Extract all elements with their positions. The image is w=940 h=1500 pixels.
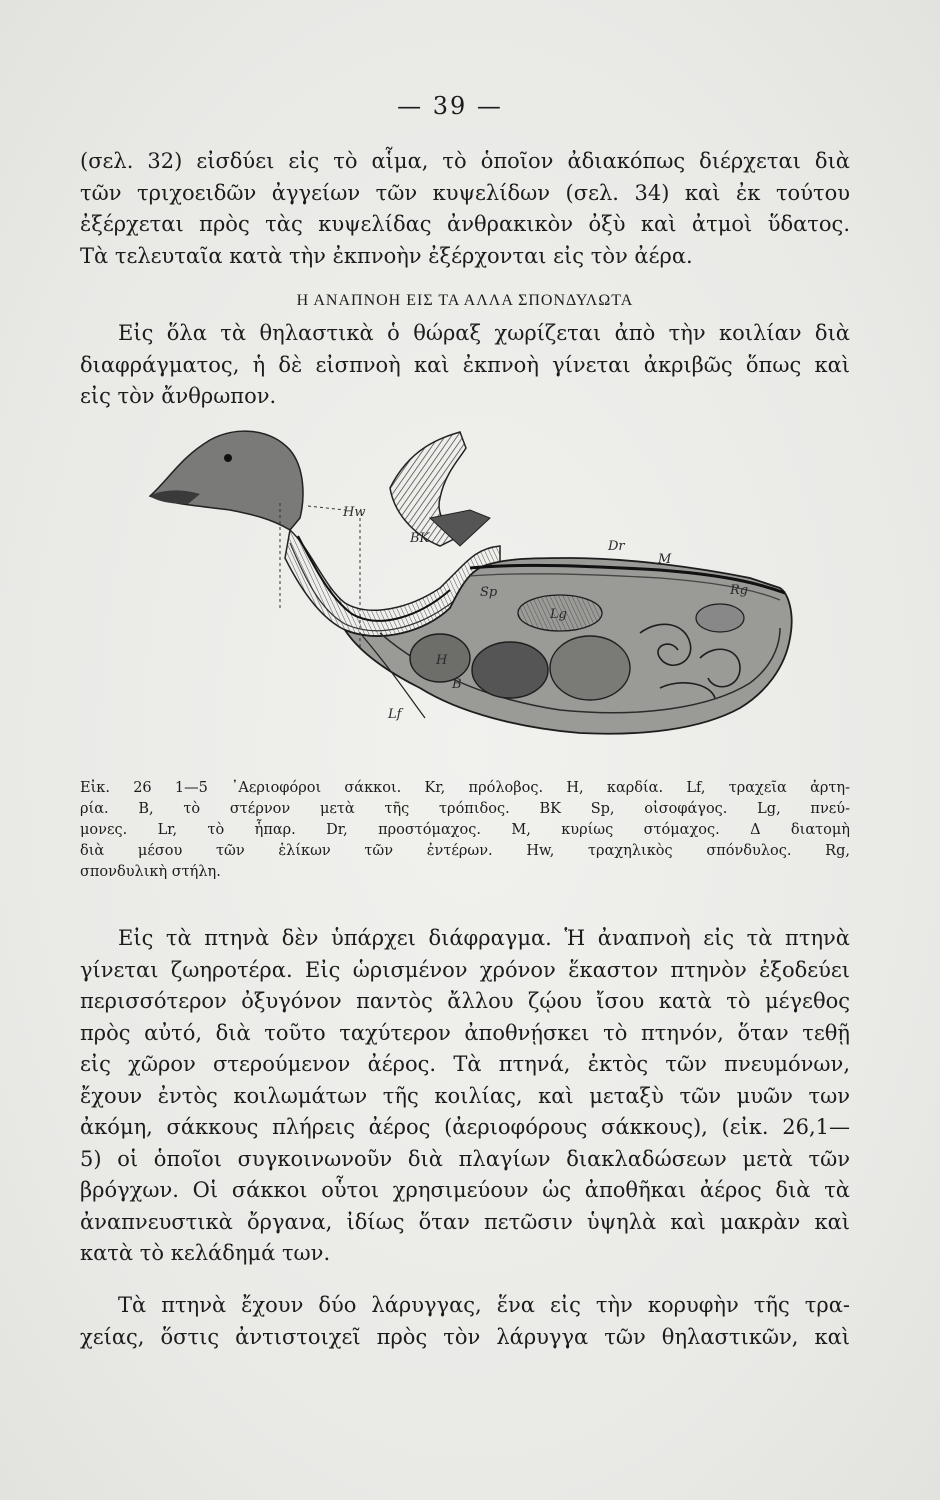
text-line: πρὸς αὐτό, διὰ τοῦτο ταχύτερον ἀποθνῄσκει τὸ πτηνόν, ὅταν τεθῇ [80, 1020, 850, 1045]
section-heading: Η ΑΝΑΠΝΟΗ ΕΙΣ ΤΑ ΑΛΛΑ ΣΠΟΝΔΥΛΩΤΑ [296, 292, 634, 309]
text-line: βρόγχων. Οἱ σάκκοι οὗτοι χρησιμεύουν ὡς ἀποθῆκαι ἀέρος διὰ τὰ [80, 1178, 850, 1202]
text-line: εἰς χῶρον στερούμενον ἀέρος. Τὰ πτηνά, ἐκτὸς τῶν πνευμόνων, [80, 1052, 850, 1076]
caption-line: μονες. Lr, τὸ ἧπαρ. Dr, προστόμαχος. M, κυρίως στόμαχος. Δ διατομὴ [80, 822, 850, 838]
figure-label: Rg [730, 583, 749, 598]
section-paragraph [80, 318, 850, 413]
caption-line: Εἰκ. 26 1—5 ᾽Αεριοφόροι σάκκοι. Kr, πρόλοβος. H, καρδία. Lf, τραχεῖα ἀρτη- [80, 780, 850, 796]
figure-label: Lg [550, 607, 567, 622]
larynx-paragraph [80, 1290, 850, 1353]
text-line: χείας, ὅστις ἀντιστοιχεῖ πρὸς τὸν λάρυγγα τῶν θηλαστικῶν, καὶ [80, 1324, 850, 1349]
text-line: ἀναπνευστικὰ ὄργανα, ἰδίως ὅταν πετῶσιν ὑψηλὰ καὶ μακρὰν καὶ [80, 1209, 850, 1234]
figure-label: Dr [608, 539, 625, 554]
stomach [550, 636, 630, 700]
figure-label: M [658, 552, 672, 567]
text-line: κατὰ τὸ κελάδημά των. [80, 1241, 331, 1265]
text-line: ἐξέρχεται πρὸς τὰς κυψελίδας ἀνθρακικὸν ὀξὺ καὶ ἀτμοὶ ὕδατος. [80, 212, 850, 236]
bird-eye [224, 454, 232, 462]
text-line: Τὰ τελευταῖα κατὰ τὴν ἐκπνοὴν ἐξέρχονται εἰς τὸν ἀέρα. [80, 243, 693, 268]
page-number: — 39 — [397, 92, 503, 120]
text-line: διαφράγματος, ἡ δὲ εἰσπνοὴ καὶ ἐκπνοὴ γίνεται ἀκριβῶς ὅπως καὶ [80, 352, 850, 377]
text-line: ἀκόμη, σάκκους πλήρεις ἀέρος (ἀεριοφόρους σάκκους), (εἰκ. 26,1— [80, 1115, 850, 1139]
figure-label: Hw [343, 505, 366, 520]
text-line: εἰς τὸν ἄνθρωπον. [80, 384, 277, 408]
text-line: (σελ. 32) εἰσδύει εἰς τὸ αἷμα, τὸ ὁποῖον ἀδιακόπως διέρχεται διὰ [80, 149, 850, 173]
text-line: περισσότερον ὀξυγόνον παντὸς ἄλλου ζῴου ἴσου κατὰ τὸ μέγεθος [80, 989, 850, 1013]
figure-caption [80, 778, 850, 883]
bird-anatomy-illustration [140, 418, 800, 753]
birds-paragraph [80, 923, 850, 1270]
caption-line: διὰ μέσου τῶν ἑλίκων τῶν ἐντέρων. Hw, τραχηλικὸς σπόνδυλος. Rg, [80, 843, 850, 859]
text-line: Τὰ πτηνὰ ἔχουν δύο λάρυγγας, ἕνα εἰς τὴν κορυφὴν τῆς τρα- [118, 1293, 850, 1317]
text-line: 5) οἱ ὁποῖοι συγκοινωνοῦν διὰ πλαγίων διακλαδώσεων μετὰ τῶν [80, 1146, 850, 1171]
caption-line: ρία. B, τὸ στέρνον μετὰ τῆς τρόπιδος. BK Sp, οἰσοφάγος. Lg, πνεύ- [80, 801, 850, 817]
text-line: Εἰς ὅλα τὰ θηλαστικὰ ὁ θώραξ χωρίζεται ἀπὸ τὴν κοιλίαν διὰ [118, 321, 850, 345]
caption-line: σπονδυλικὴ στήλη. [80, 864, 221, 880]
figure-label: Sp [480, 585, 498, 600]
liver [472, 642, 548, 698]
text-line: Εἰς τὰ πτηνὰ δὲν ὑπάρχει διάφραγμα. Ἡ ἀναπνοὴ εἰς τὰ πτηνὰ [118, 926, 850, 950]
text-line: γίνεται ζωηροτέρα. Εἰς ὡρισμένον χρόνον ἕκαστον πτηνὸν ἐξοδεύει [80, 957, 850, 982]
figure-label: Lf [388, 707, 402, 722]
figure-label: H [436, 653, 448, 668]
text-line: ἔχουν ἐντὸς κοιλωμάτων τῆς κοιλίας, καὶ μεταξὺ τῶν μυῶν των [80, 1083, 850, 1108]
figure-label: B [452, 677, 462, 692]
text-line: τῶν τριχοειδῶν ἀγγείων τῶν κυψελίδων (σελ. 34) καὶ ἐκ τούτου [80, 180, 850, 205]
figure-label: BK [410, 531, 430, 546]
intro-paragraph [80, 146, 850, 272]
